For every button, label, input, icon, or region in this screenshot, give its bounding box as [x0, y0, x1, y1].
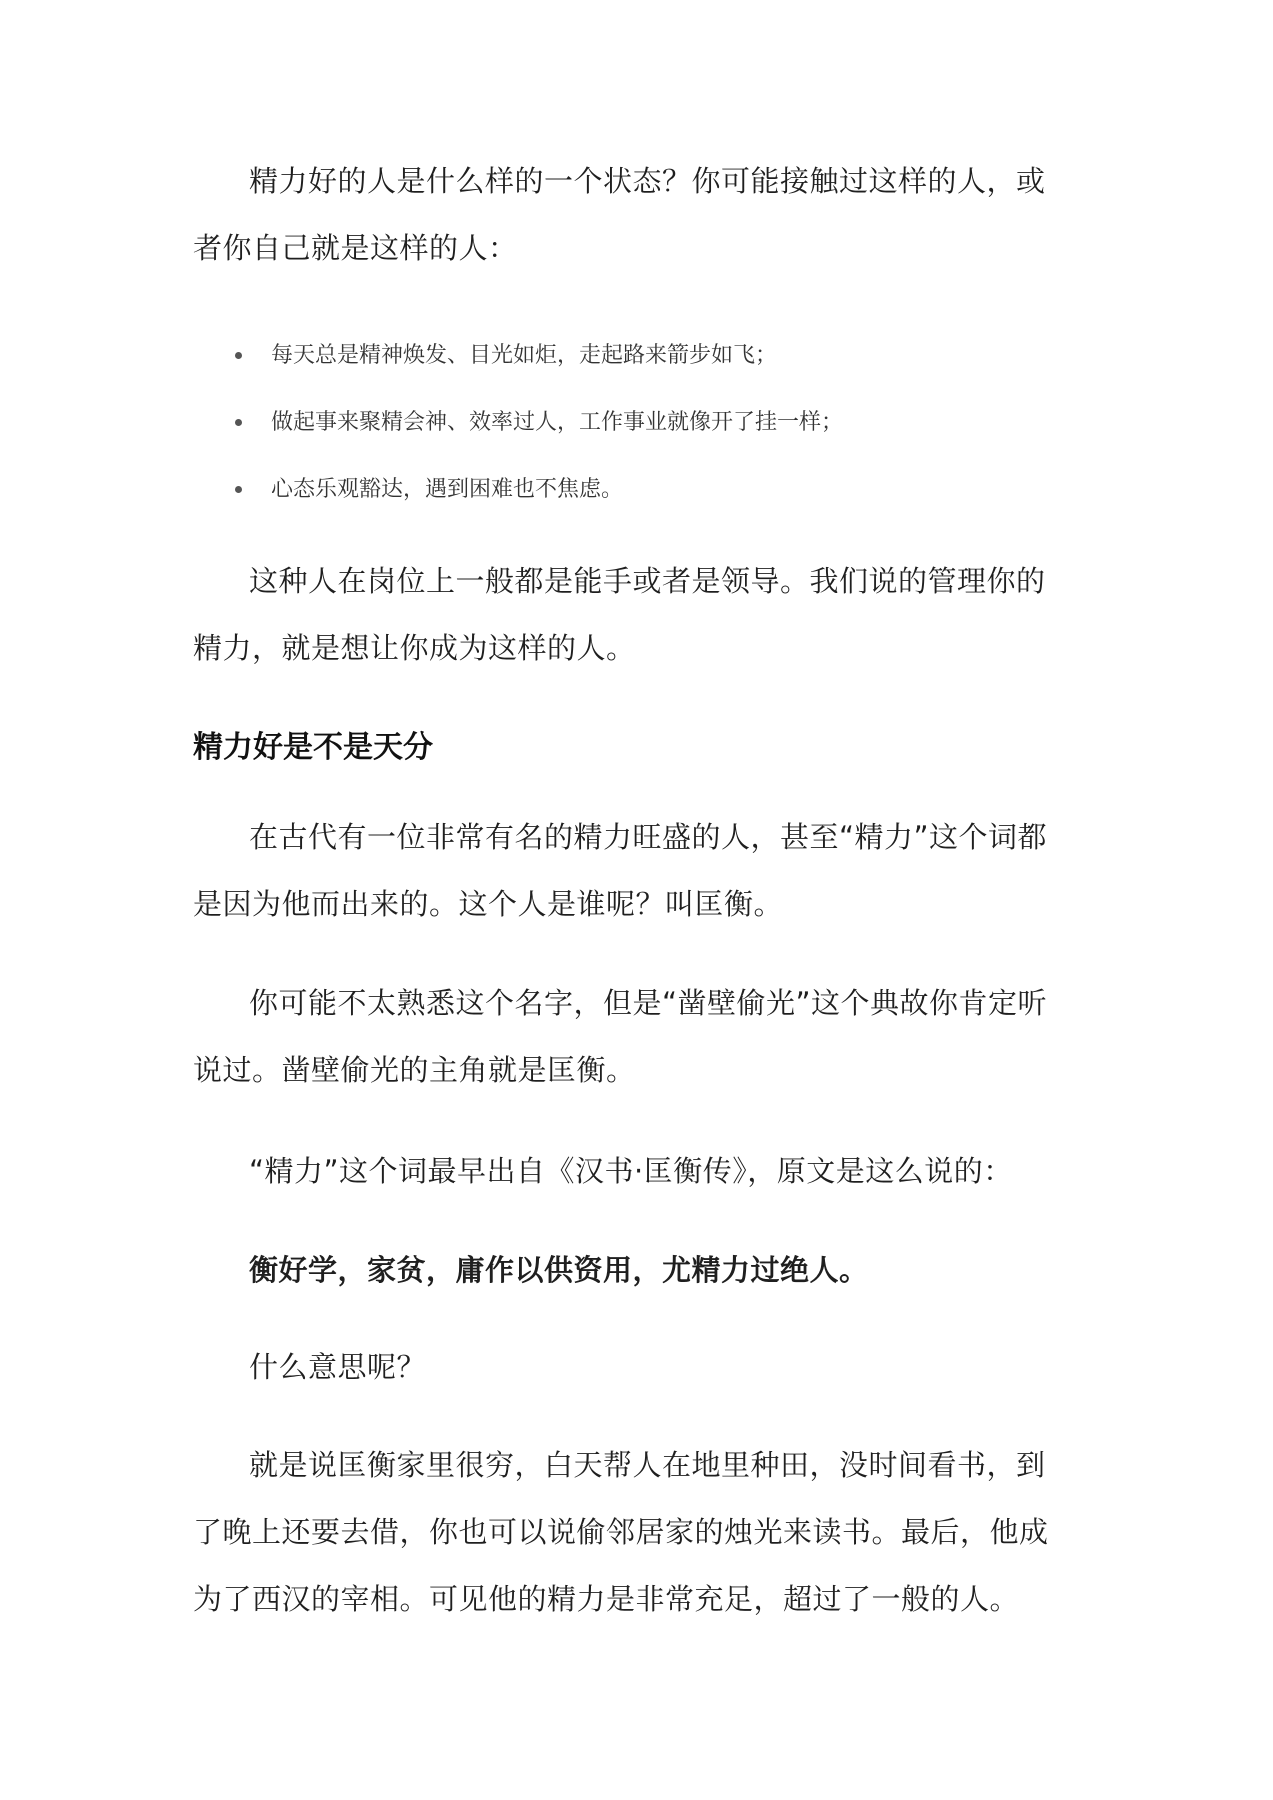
paragraph-intro: 精力好的人是什么样的一个状态？你可能接触过这样的人，或者你自己就是这样的人： — [193, 164, 1046, 265]
list-item-text: 每天总是精神焕发、目光如炬，走起路来箭步如飞； — [271, 343, 778, 368]
paragraph-kuangheng-intro: 在古代有一位非常有名的精力旺盛的人，甚至“精力”这个词都是因为他而出来的。这个人是谁呢？叫匡衡。 — [193, 820, 1048, 921]
trait-list — [193, 322, 1073, 523]
list-item — [193, 322, 1073, 389]
list-item-text: 做起事来聚精会神、效率过人，工作事业就像开了挂一样； — [271, 410, 844, 435]
section-heading: 精力好是不是天分 — [193, 730, 433, 765]
bullet-dot-icon — [235, 352, 242, 359]
list-item — [193, 456, 1073, 523]
paragraph-question: 什么意思呢？ — [249, 1350, 427, 1384]
paragraph-idiom: 你可能不太熟悉这个名字，但是“凿壁偷光”这个典故你肯定听说过。凿壁偷光的主角就是匡衡。 — [193, 986, 1048, 1087]
bullet-dot-icon — [235, 419, 242, 426]
paragraph-conclusion: 这种人在岗位上一般都是能手或者是领导。我们说的管理你的精力，就是想让你成为这样的人。 — [193, 564, 1046, 665]
list-item-text: 心态乐观豁达，遇到困难也不焦虑。 — [271, 477, 624, 502]
list-item — [193, 389, 1073, 456]
classical-quote: 衡好学，家贫，庸作以供资用，尤精力过绝人。 — [249, 1253, 869, 1287]
paragraph-source: “精力”这个词最早出自《汉书·匡衡传》，原文是这么说的： — [249, 1154, 1013, 1188]
bullet-dot-icon — [235, 486, 242, 493]
paragraph-explanation: 就是说匡衡家里很穷，白天帮人在地里种田，没时间看书，到了晚上还要去借，你也可以说偷邻居家的烛光来读书。最后，他成为了西汉的宰相。可见他的精力是非常充足，超过了一般的人。 — [193, 1448, 1049, 1616]
